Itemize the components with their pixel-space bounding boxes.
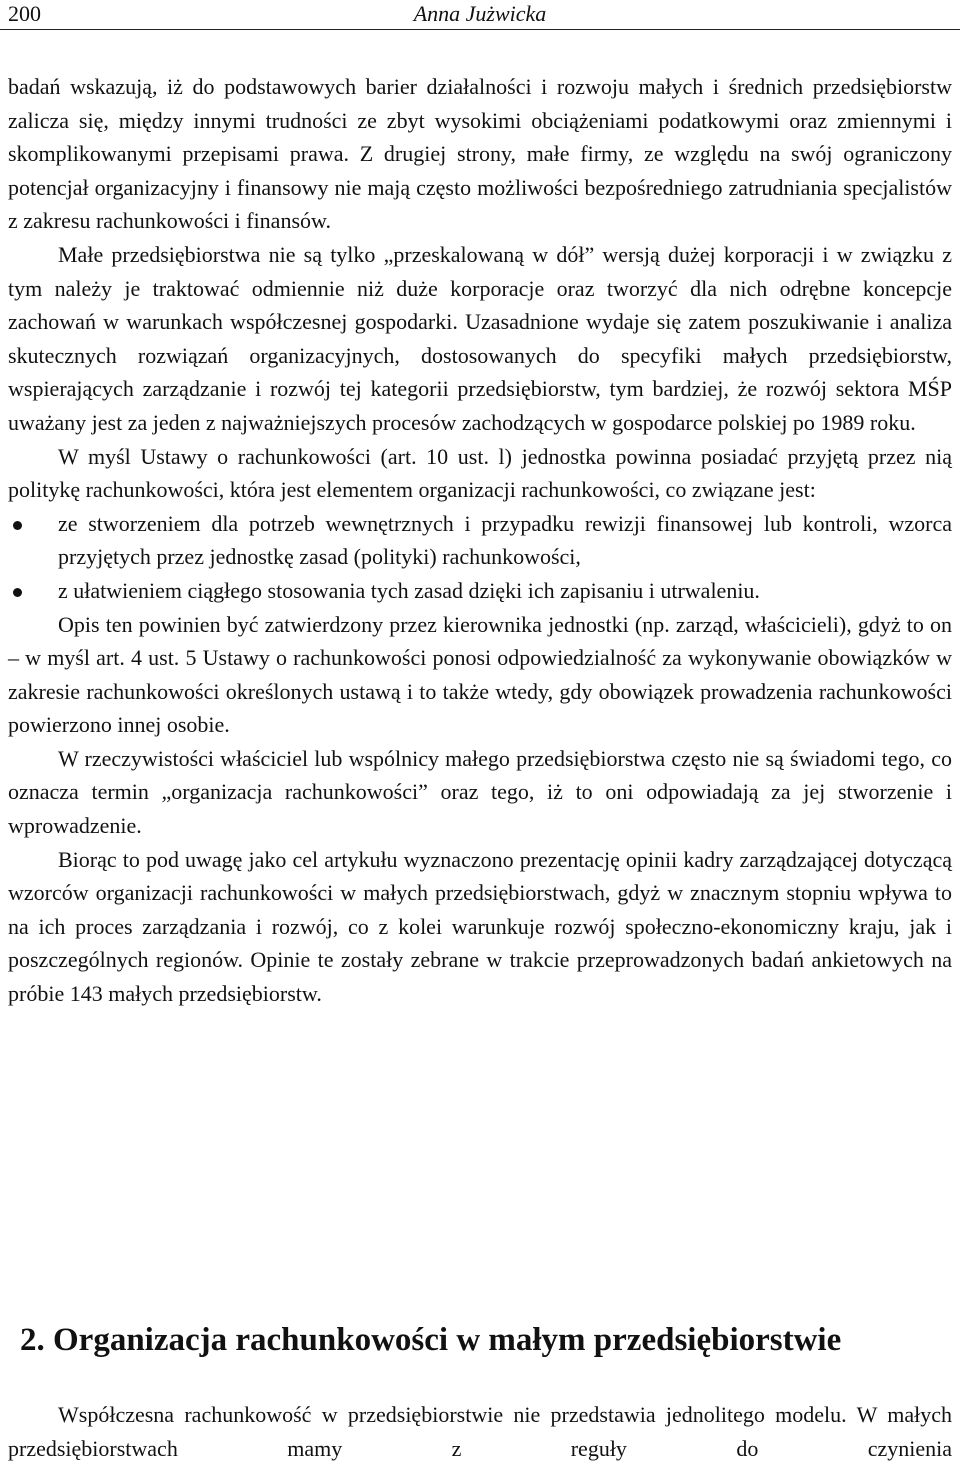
running-header <box>0 0 960 30</box>
bullet-icon <box>13 521 22 530</box>
paragraph: W rzeczywistości właściciel lub wspólnicy małego przedsiębiorstwa często nie są świadomi tego, co oznacza termin „organizacja rachunkowości” oraz tego, iż to oni odpowiadają za jej stworzenie i wprowadzenie. <box>8 745 952 839</box>
list-item <box>8 507 952 574</box>
list-item-text: z ułatwieniem ciągłego stosowania tych zasad dzięki ich zapisaniu i utrwaleniu. <box>58 577 760 603</box>
section-heading: 2. Organizacja rachunkowości w małym przedsiębiorstwie <box>20 1322 842 1358</box>
bullet-list <box>8 507 952 608</box>
running-head-author: Anna Jużwicka <box>413 1 547 26</box>
body-text <box>8 70 952 1011</box>
list-item <box>8 574 952 608</box>
list-item-text: ze stworzeniem dla potrzeb wewnętrznych i przypadku rewizji finansowej lub kontroli, wzorca przyjętych przez jednostkę zasad (polityki) rachunkowości, <box>58 510 952 570</box>
paragraph: Współczesna rachunkowość w przedsiębiorstwie nie przedstawia jednolitego modelu. W małych przedsiębiorstwach mamy z reguły do czynienia <box>8 1402 952 1461</box>
bullet-icon <box>13 588 22 597</box>
paragraph: Biorąc to pod uwagę jako cel artykułu wyznaczono prezentację opinii kadry zarządzającej dotyczącą wzorców organizacji rachunkowości w małych przedsiębiorstwach, gdyż w znacznym stopniu wpływa to na ich proces zarządzania i rozwój, co z kolei warunkuje rozwój społeczno-ekonomiczny kraju, jak i poszczególnych regionów. Opinie te zostały zebrane w trakcie przeprowadzonych badań ankietowych na próbie 143 małych przedsiębiorstw. <box>8 846 952 1007</box>
section-body <box>8 1398 952 1465</box>
paragraph: Opis ten powinien być zatwierdzony przez kierownika jednostki (np. zarząd, właścicieli), gdyż to on – w myśl art. 4 ust. 5 Ustawy o rachunkowości ponosi odpowiedzialność za wykonywanie obowiązków w zakresie rachunkowości określonych ustawą i to także wtedy, gdy obowiązek prowadzenia rachunkowości powierzono innej osobie. <box>8 611 952 738</box>
paragraph: Małe przedsiębiorstwa nie są tylko „przeskalowaną w dół” wersją dużej korporacji i w związku z tym należy je traktować odmiennie niż duże korporacje oraz tworzyć dla nich odrębne koncepcje zachowań w warunkach współczesnej gospodarki. Uzasadnione wydaje się zatem poszukiwanie i analiza skutecznych rozwiązań organizacyjnych, dostosowanych do specyfiki małych przedsiębiorstw, wspierających zarządzanie i rozwój tej kategorii przedsiębiorstw, tym bardziej, że rozwój sektora MŚP uważany jest za jeden z najważniejszych procesów zachodzących w gospodarce polskiej po 1989 roku. <box>8 241 952 435</box>
page-number: 200 <box>8 1 41 26</box>
paragraph: W myśl Ustawy o rachunkowości (art. 10 ust. l) jednostka powinna posiadać przyjętą przez nią politykę rachunkowości, która jest elementem organizacji rachunkowości, co związane jest: <box>8 443 952 503</box>
paragraph: badań wskazują, iż do podstawowych barier działalności i rozwoju małych i średnich przedsiębiorstw zalicza się, między innymi trudności ze zbyt wysokimi obciążeniami podatkowymi oraz zmiennymi i skomplikowanymi przepisami prawa. Z drugiej strony, małe firmy, ze względu na swój ograniczony potencjał organizacyjny i finansowy nie mają często możliwości bezpośredniego zatrudniania specjalistów z zakresu rachunkowości i finansów. <box>8 74 952 234</box>
